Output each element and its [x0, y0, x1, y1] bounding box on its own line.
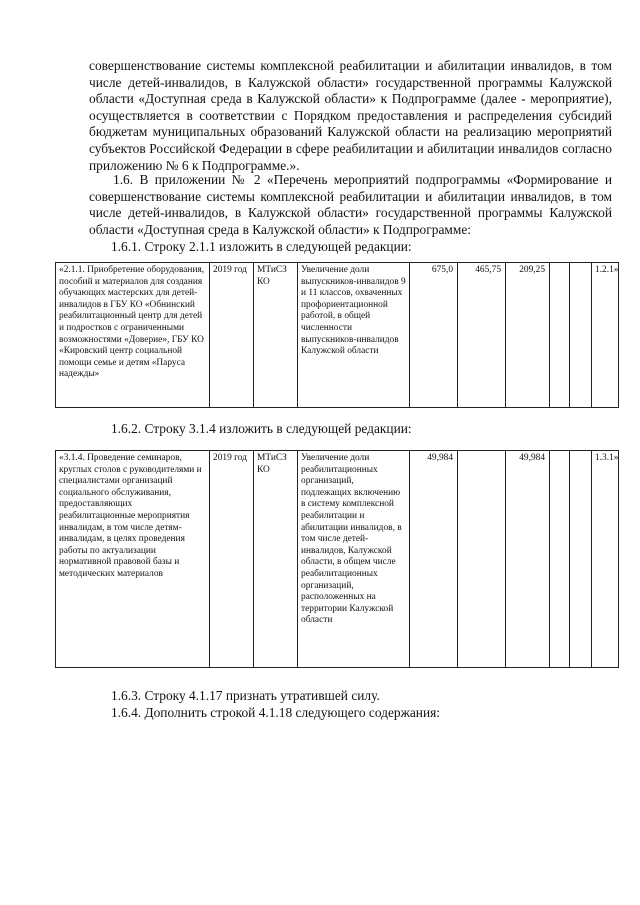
- cell-year: 2019 год: [210, 263, 254, 408]
- cell-indicator: Увеличение доли выпускников-инвалидов 9 и 11 классов, охваченных профориентационной работой, в общей численности выпускников-инвалидов Калужской области: [298, 263, 410, 408]
- cell-value-2: 49,984: [506, 451, 550, 668]
- table-row-3-1-4: [55, 450, 619, 668]
- cell-ref: 1.3.1»: [592, 451, 619, 668]
- cell-name: «3.1.4. Проведение семинаров, круглых столов с руководителями и специалистами организаций социального обслуживания, предоставляющих реабилитационные мероприятия инвалидам, в том числе детям-инвалидам, в целях проведения работы по актуализации нормативной правовой базы и методических материалов: [56, 451, 210, 668]
- item-1-6-2: 1.6.2. Строку 3.1.4 изложить в следующей редакции:: [111, 421, 412, 436]
- cell-value-3: [550, 451, 570, 668]
- cell-executor: МТиСЗ КО: [254, 451, 298, 668]
- cell-total: 675,0: [410, 263, 458, 408]
- cell-executor: МТиСЗ КО: [254, 263, 298, 408]
- paragraph-continuation: совершенствование системы комплексной реабилитации и абилитации инвалидов, в том числе детей-инвалидов, в Калужской области» государственной программы Калужской области «Доступная среда в Калужской области» к Подпрограмме (далее - мероприятие), осуществляется в соответствии с Порядком предоставления и распределения субсидий бюджетам муниципальных образований Калужской области на реализацию мероприятий субъектов Российской Федерации в сфере реабилитации и абилитации инвалидов согласно приложению № 6 к Подпрограмме.».: [89, 58, 612, 173]
- cell-year: 2019 год: [210, 451, 254, 668]
- item-1-6-3: 1.6.3. Строку 4.1.17 признать утратившей силу.: [111, 688, 380, 703]
- item-1-6-1: 1.6.1. Строку 2.1.1 изложить в следующей редакции:: [111, 239, 412, 254]
- table-row-2-1-1: [55, 262, 619, 408]
- cell-value-3: [550, 263, 570, 408]
- cell-value-1: 465,75: [458, 263, 506, 408]
- paragraph-1-6: 1.6. В приложении № 2 «Перечень мероприятий подпрограммы «Формирование и совершенствование системы комплексной реабилитации и абилитации инвалидов, в том числе детей-инвалидов, в Калужской области» государственной программы Калужской области «Доступная среда в Калужской области» к Подпрограмме:: [89, 172, 612, 237]
- cell-value-4: [570, 451, 592, 668]
- cell-name: «2.1.1. Приобретение оборудования, пособий и материалов для создания обучающих мастерских для детей-инвалидов в ГБУ КО «Обнинский реабилитационный центр для детей и подростков с ограниченными возможностями «Доверие», ГБУ КО «Кировский центр социальной помощи семье и детям «Паруса надежды»: [56, 263, 210, 408]
- cell-ref: 1.2.1»: [592, 263, 619, 408]
- item-1-6-4: 1.6.4. Дополнить строкой 4.1.18 следующего содержания:: [111, 705, 440, 720]
- cell-total: 49,984: [410, 451, 458, 668]
- cell-value-4: [570, 263, 592, 408]
- cell-value-2: 209,25: [506, 263, 550, 408]
- cell-indicator: Увеличение доли реабилитационных организаций, подлежащих включению в систему комплексной реабилитации и абилитации инвалидов, в том числе детей-инвалидов, Калужской области, в общем числе реабилитационных организаций, расположенных на территории Калужской области: [298, 451, 410, 668]
- cell-value-1: [458, 451, 506, 668]
